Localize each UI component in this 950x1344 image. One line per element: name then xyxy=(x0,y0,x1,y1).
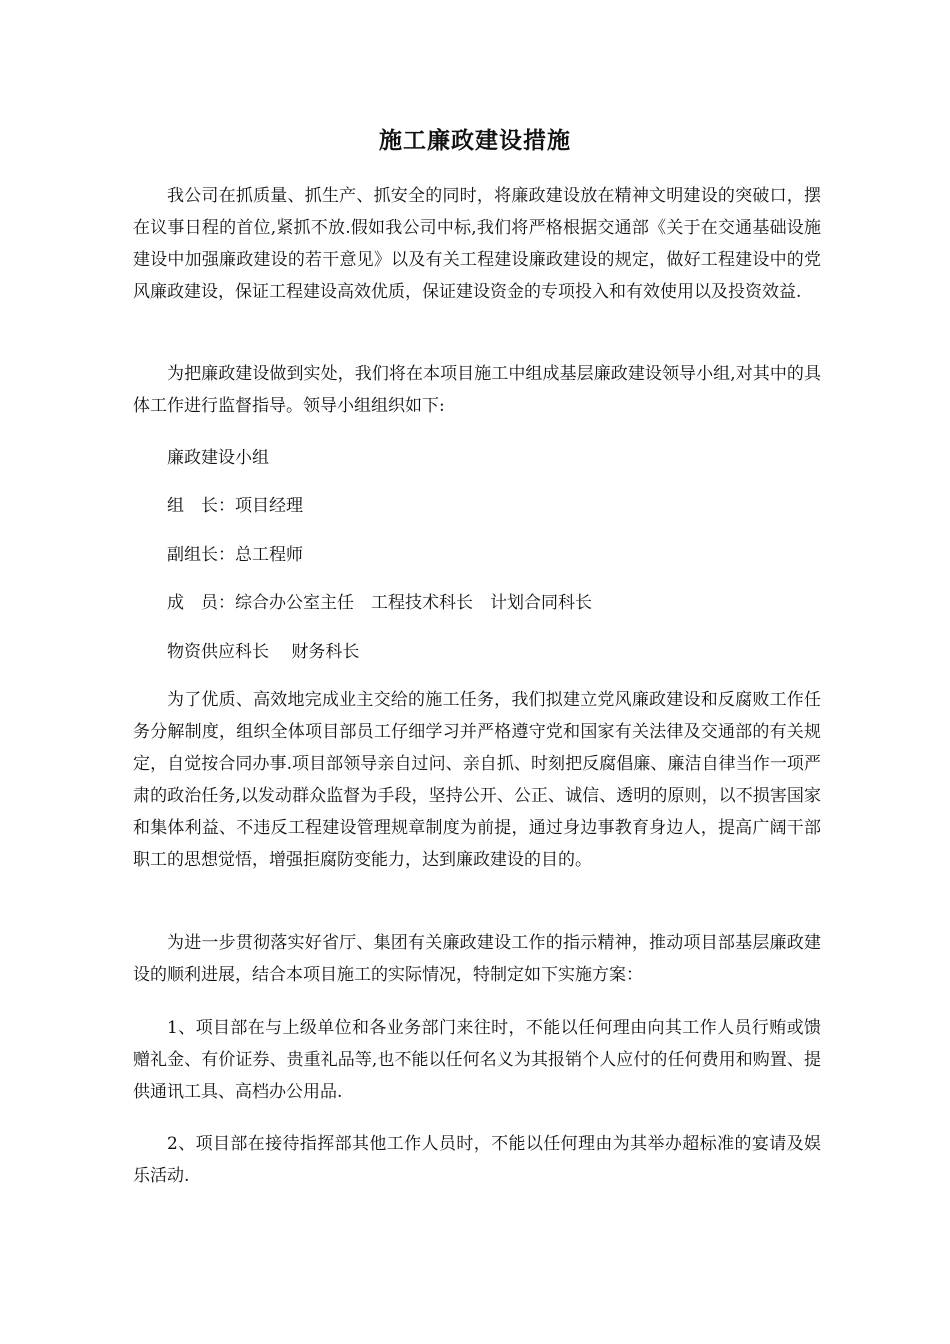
group-members: 成 员：综合办公室主任 工程技术科长 计划合同科长 xyxy=(167,593,592,613)
group-members-continued: 物资供应科长 财务科长 xyxy=(167,642,360,662)
group-leader: 组 长：项目经理 xyxy=(167,496,303,516)
paragraph-intro: 我公司在抓质量、抓生产、抓安全的同时，将廉政建设放在精神文明建设的突破口，摆在议事日程的首位,紧抓不放.假如我公司中标,我们将严格根据交通部《关于在交通基础设施建设中加强廉政建设的若干意见》以及有关工程建设廉政建设的规定，做好工程建设中的党风廉政建设，保证工程建设高效优质，保证建设资金的专项投入和有效使用以及投资效益. xyxy=(133,186,821,302)
group-deputy: 副组长：总工程师 xyxy=(167,545,303,565)
group-heading: 廉政建设小组 xyxy=(167,448,269,468)
paragraph-anticorruption: 为了优质、高效地完成业主交给的施工任务，我们拟建立党风廉政建设和反腐败工作任务分解制度，组织全体项目部员工仔细学习并严格遵守党和国家有关法律及交通部的有关规定，自觉按合同办事.项目部领导亲自过问、亲自抓、时刻把反腐倡廉、廉洁自律当作一项严肃的政治任务,以发动群众监督为手段，坚持公开、公正、诚信、透明的原则，以不损害国家和集体利益、不违反工程建设管理规章制度为前提，通过身边事教育身边人，提高广阔干部职工的思想觉悟，增强拒腐防变能力，达到廉政建设的目的。 xyxy=(133,690,821,870)
document-title: 施工廉政建设措施 xyxy=(379,127,571,154)
list-item-2: 2、项目部在接待指挥部其他工作人员时，不能以任何理由为其举办超标准的宴请及娱乐活动. xyxy=(133,1134,821,1186)
paragraph-implementation: 为进一步贯彻落实好省厅、集团有关廉政建设工作的指示精神，推动项目部基层廉政建设的顺利进展，结合本项目施工的实际情况，特制定如下实施方案： xyxy=(133,933,821,985)
list-item-1: 1、项目部在与上级单位和各业务部门来往时，不能以任何理由向其工作人员行贿或馈赠礼金、有价证券、贵重礼品等,也不能以任何名义为其报销个人应付的任何费用和购置、提供通讯工具、高档办公用品. xyxy=(133,1018,821,1102)
paragraph-leadership: 为把廉政建设做到实处，我们将在本项目施工中组成基层廉政建设领导小组,对其中的具体工作进行监督指导。领导小组组织如下: xyxy=(133,364,821,416)
